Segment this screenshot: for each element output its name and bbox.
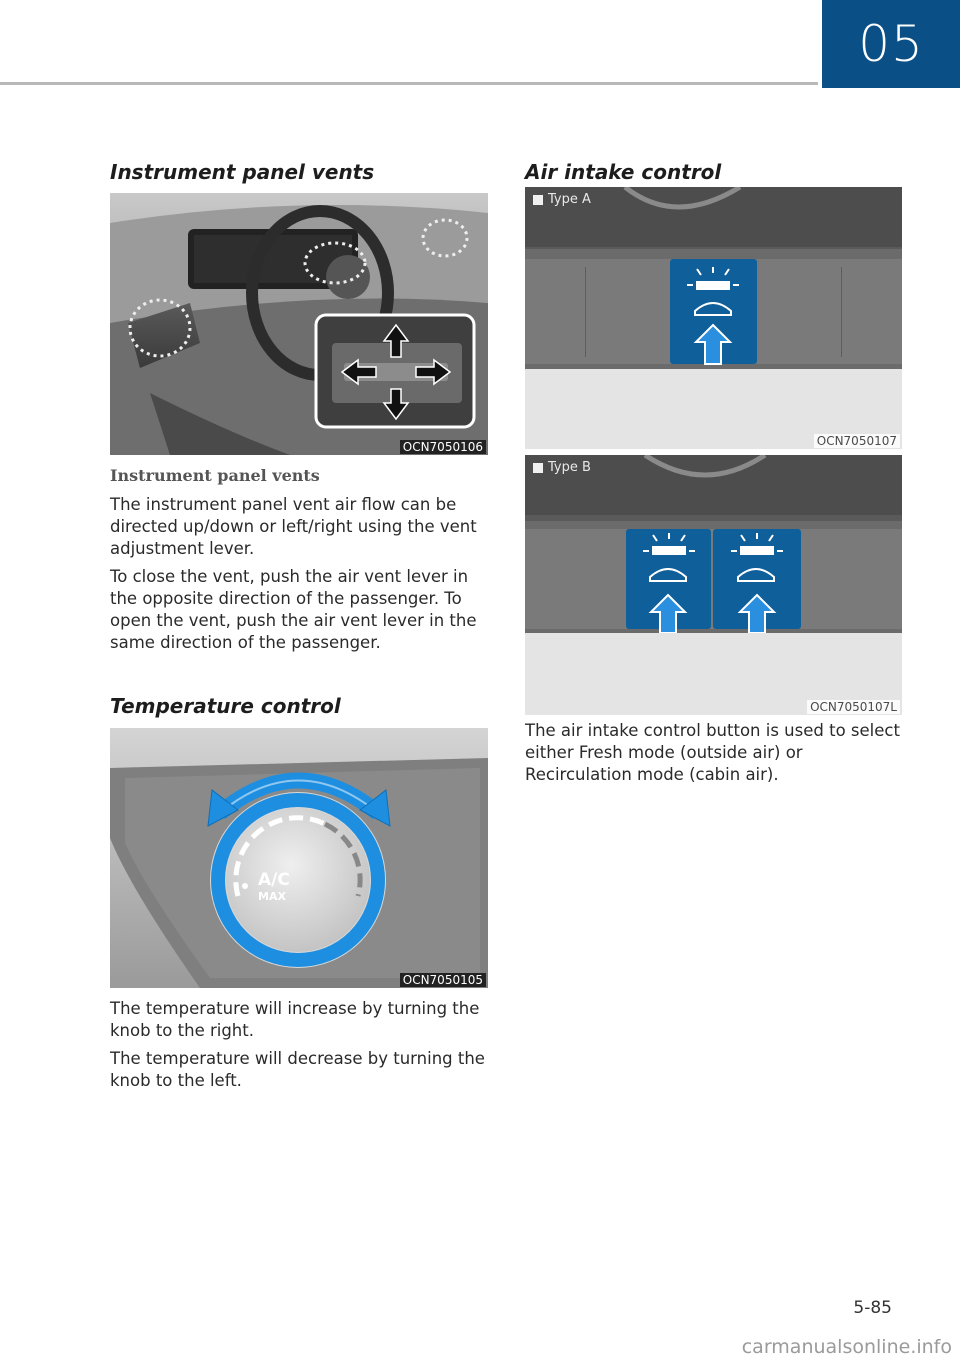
figure-code: OCN7050107 (814, 434, 900, 448)
figure-type-a (525, 187, 902, 449)
figure-instrument-panel-vents (110, 193, 488, 455)
figure-code: OCN7050107L (807, 700, 900, 714)
watermark: carmanualsonline.info (741, 1336, 952, 1358)
temperature-knob-illustration (110, 728, 488, 988)
knob-label-ac: A/C (258, 870, 290, 890)
type-b-text: Type B (548, 460, 591, 475)
figure-temperature-knob (110, 728, 488, 988)
paragraph-temp-2: The temperature will decrease by turning the knob to the left. (110, 1049, 485, 1090)
heading-instrument-panel-vents: Instrument panel vents (110, 160, 375, 184)
air-intake-type-b-illustration (525, 455, 902, 715)
chapter-tab: 05 (822, 0, 960, 88)
figure-code: OCN7050105 (400, 973, 486, 987)
paragraph-vents-2: To close the vent, push the air vent lever in the opposite direction of the passenger. To open the vent, push the air vent lever in the same direction of the passenger. (110, 567, 477, 652)
dashboard-illustration (110, 193, 488, 455)
figure-type-b (525, 455, 902, 715)
paragraph-temp-1: The temperature will increase by turning the knob to the right. (110, 999, 480, 1040)
type-a-text: Type A (548, 192, 591, 207)
bullet-square-icon (533, 463, 543, 473)
page-number: 5-85 (853, 1298, 892, 1318)
bullet-square-icon (533, 195, 543, 205)
type-a-label (533, 192, 591, 207)
header-rule (0, 82, 818, 85)
air-intake-type-a-illustration (525, 187, 902, 449)
figure-code: OCN7050106 (400, 440, 486, 454)
figure-caption: Instrument panel vents (110, 466, 320, 485)
type-b-label (533, 460, 591, 475)
heading-air-intake-control: Air intake control (525, 160, 722, 184)
paragraph-air-intake: The air intake control button is used to select either Fresh mode (outside air) or Recirculation mode (cabin air). (525, 721, 900, 784)
knob-label-max: MAX (258, 890, 286, 903)
paragraph-vents-1: The instrument panel vent air flow can be directed up/down or left/right using the vent adjustment lever. (110, 495, 477, 558)
heading-temperature-control: Temperature control (110, 694, 341, 718)
